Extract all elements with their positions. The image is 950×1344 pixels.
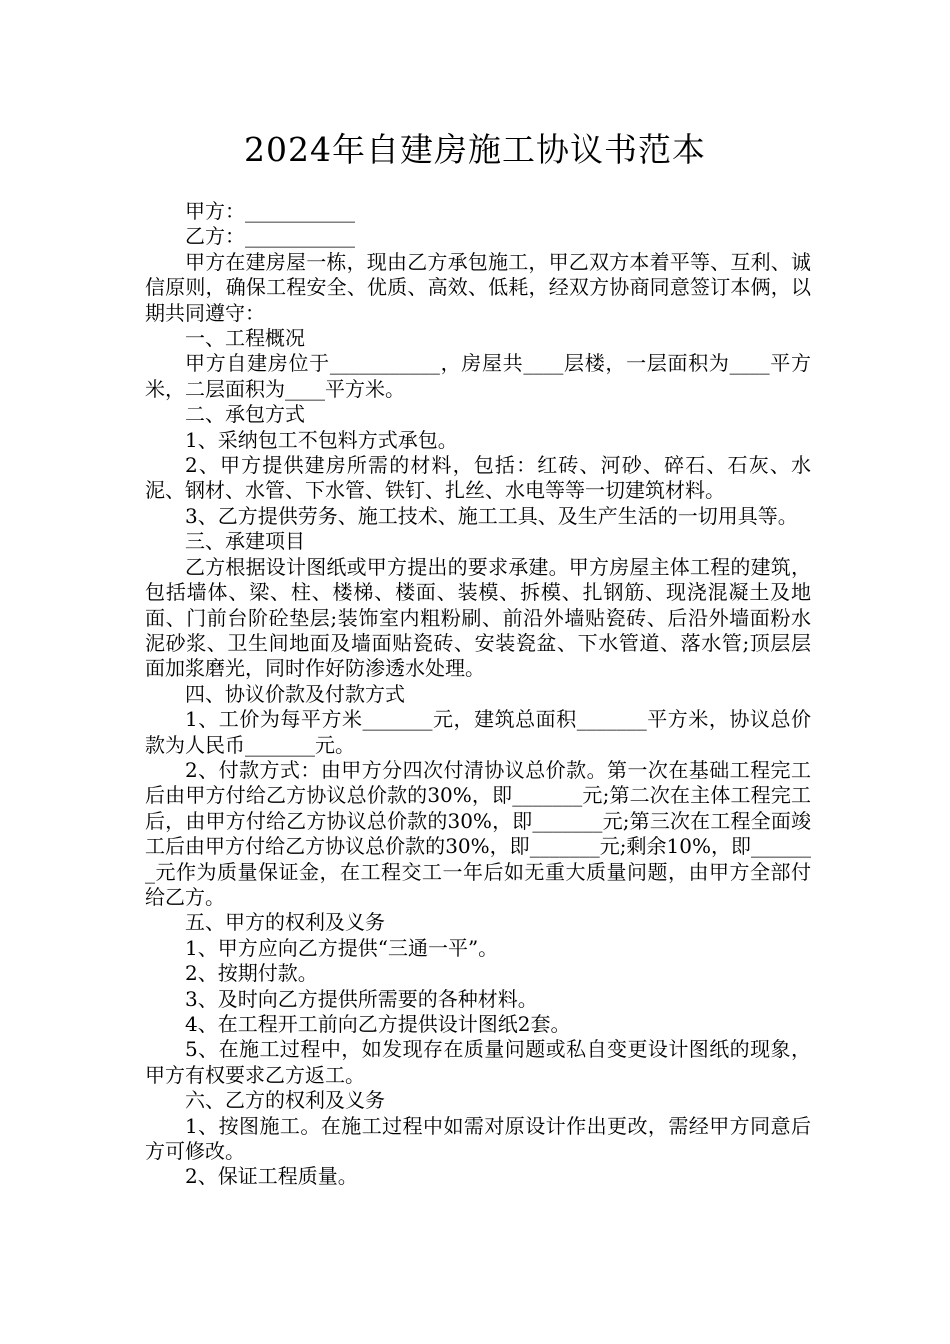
section-heading: 二、承包方式 (185, 402, 305, 427)
section-heading: 五、甲方的权利及义务 (185, 910, 385, 935)
document-title: 2024年自建房施工协议书范本 (244, 130, 706, 169)
section-heading: 四、协议价款及付款方式 (185, 681, 405, 706)
body-paragraph: 甲方自建房位于___________，房屋共____层楼，一层面积为____平方米，二层面积为____平方米。 (145, 351, 811, 401)
body-paragraph: 4、在工程开工前向乙方提供设计图纸2套。 (185, 1012, 571, 1036)
body-paragraph: 乙方根据设计图纸或甲方提出的要求承建。甲方房屋主体工程的建筑，包括墙体、梁、柱、楼梯、楼面、装模、拆模、扎钢筋、现浇混凝土及地面、门前台阶砼垫层;装饰室内粗粉刷、前沿外墙贴瓷砖、后沿外墙面粉水泥砂浆、卫生间地面及墙面贴瓷砖、安装瓷盆、下水管道、落水管;顶层层面加浆磨光，同时作好防渗透水处理。 (145, 554, 811, 681)
section-heading: 六、乙方的权利及义务 (185, 1088, 385, 1113)
body-paragraph: 3、乙方提供劳务、施工技术、施工工具、及生产生活的一切用具等。 (185, 503, 798, 528)
party-a-line: 甲方：___________ (185, 199, 355, 223)
body-paragraph: 1、按图施工。在施工过程中如需对原设计作出更改，需经甲方同意后方可修改。 (145, 1113, 811, 1164)
body-paragraph: 2、按期付款。 (185, 961, 318, 986)
body-paragraph: 5、在施工过程中，如发现存在质量问题或私自变更设计图纸的现象，甲方有权要求乙方返工。 (145, 1037, 811, 1087)
body-paragraph: 1、甲方应向乙方提供“三通一平”。 (185, 935, 499, 960)
body-paragraph: 3、及时向乙方提供所需要的各种材料。 (185, 986, 538, 1011)
body-paragraph: 2、甲方提供建房所需的材料，包括：红砖、河砂、碎石、石灰、水泥、钢材、水管、下水管、铁钉、扎丝、水电等等一切建筑材料。 (145, 453, 811, 503)
party-b-line: 乙方：___________ (185, 224, 355, 249)
body-paragraph: 2、保证工程质量。 (185, 1164, 358, 1189)
body-paragraph: 1、工价为每平方米_______元，建筑总面积_______平方米，协议总价款为人民币_______元。 (145, 707, 811, 757)
section-heading: 一、工程概况 (185, 326, 305, 351)
body-paragraph: 2、付款方式：由甲方分四次付清协议总价款。第一次在基础工程完工后由甲方付给乙方协议总价款的30%，即_______元;第二次在主体工程完工后，由甲方付给乙方协议总价款的30%，即_______元;第三次在工程全面竣工后由甲方付给乙方协议总价款的30%，即_______元;剩余10%，即_______元作为质量保证金，在工程交工一年后如无重大质量问题，由甲方全部付给乙方。 (145, 757, 811, 909)
preamble-paragraph: 甲方在建房屋一栋，现由乙方承包施工，甲乙双方本着平等、互利、诚信原则，确保工程安全、优质、高效、低耗，经双方协商同意签订本俩，以期共同遵守： (145, 249, 811, 325)
document-body (145, 199, 811, 1190)
section-heading: 三、承建项目 (185, 529, 305, 554)
body-paragraph: 1、采纳包工不包料方式承包。 (185, 427, 458, 452)
